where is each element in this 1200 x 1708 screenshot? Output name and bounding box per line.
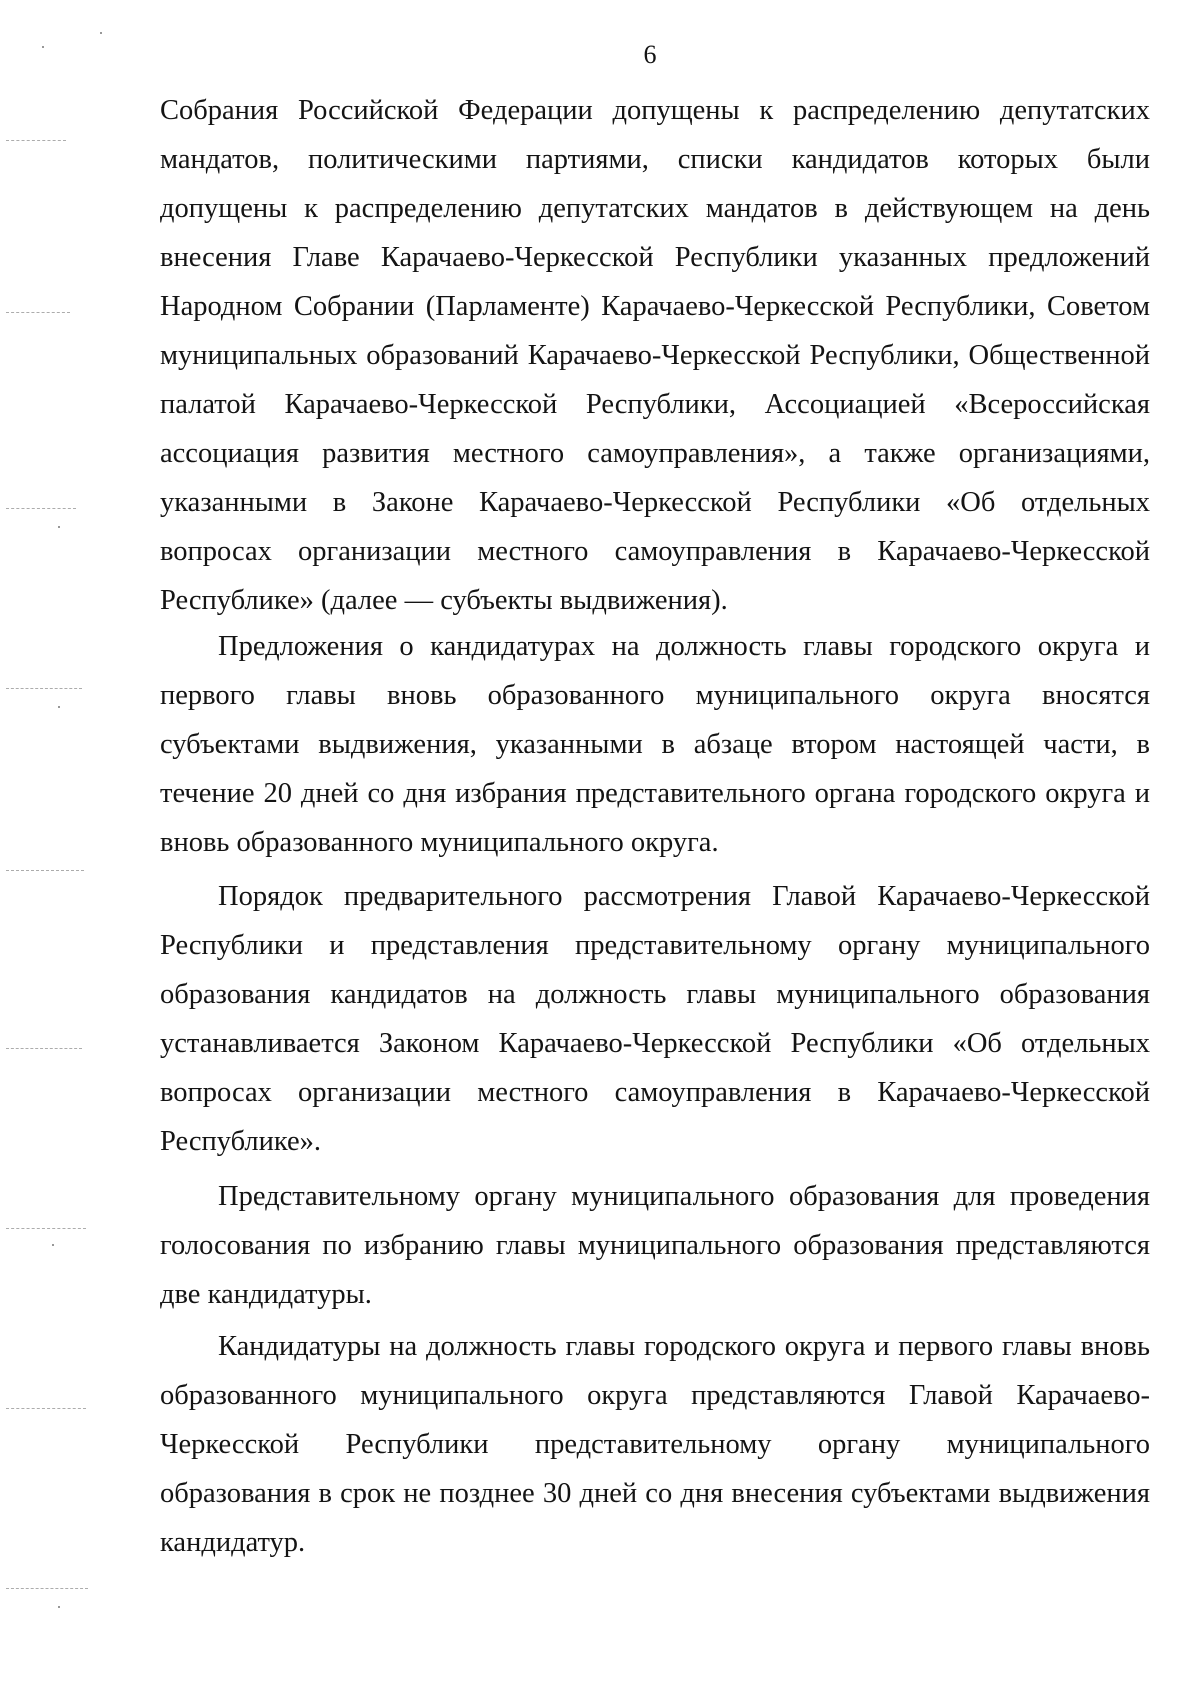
scan-mark	[6, 508, 76, 510]
scan-mark	[6, 870, 84, 872]
scan-mark	[6, 1048, 82, 1050]
scan-dot	[52, 1244, 54, 1246]
scan-dot	[100, 32, 102, 34]
paragraph-text: Кандидатуры на должность главы городского округа и первого главы вновь образованного муниципального округа представляются Главой Карачаево-Черкесской Республики представительному органу муниципального образования в срок не позднее 30 дней со дня внесения субъектами выдвижения кандидатур.	[160, 1331, 1150, 1558]
paragraph-3	[160, 872, 1150, 1166]
paragraph-text: Предложения о кандидатурах на должность главы городского округа и первого главы вновь образованного муниципального округа вносятся субъектами выдвижения, указанными в абзаце втором настоящей части, в течение 20 дней со дня избрания представительного органа городского округа и вновь образованного муниципального округа.	[160, 631, 1150, 858]
scan-artifacts	[0, 0, 90, 1708]
paragraph-4	[160, 1172, 1150, 1319]
scan-dot	[58, 706, 60, 708]
scan-dot	[42, 46, 44, 48]
scan-mark	[6, 1588, 88, 1590]
paragraph-5	[160, 1322, 1150, 1567]
paragraph-text: Порядок предварительного рассмотрения Главой Карачаево-Черкесской Республики и представления представительному органу муниципального образования кандидатов на должность главы муниципального образования устанавливается Законом Карачаево-Черкесской Республики «Об отдельных вопросах организации местного самоуправления в Карачаево-Черкесской Республике».	[160, 881, 1150, 1157]
scan-dot	[58, 526, 60, 528]
scan-mark	[6, 312, 70, 314]
paragraph-text: Собрания Российской Федерации допущены к распределению депутатских мандатов, политическими партиями, списки кандидатов которых были допущены к распределению депутатских мандатов в действующем на день внесения Главе Карачаево-Черкесской Республики указанных предложений Народном Собрании (Парламенте) Карачаево-Черкесской Республики, Советом муниципальных образований Карачаево-Черкесской Республики, Общественной палатой Карачаево-Черкесской Республики, Ассоциацией «Всероссийская ассоциация развития местного самоуправления», а также организациями, указанными в Законе Карачаево-Черкесской Республики «Об отдельных вопросах организации местного самоуправления в Карачаево-Черкесской Республике» (далее — субъекты выдвижения).	[160, 95, 1150, 616]
page-number: 6	[643, 40, 657, 69]
scan-mark	[6, 688, 82, 690]
paragraph-text: Представительному органу муниципального образования для проведения голосования по избранию главы муниципального образования представляются две кандидатуры.	[160, 1181, 1150, 1310]
scan-mark	[6, 1408, 86, 1410]
scan-dot	[58, 1606, 60, 1608]
paragraph-2	[160, 622, 1150, 867]
paragraph-1	[160, 86, 1150, 625]
scan-mark	[6, 1228, 86, 1230]
scan-mark	[6, 140, 66, 142]
